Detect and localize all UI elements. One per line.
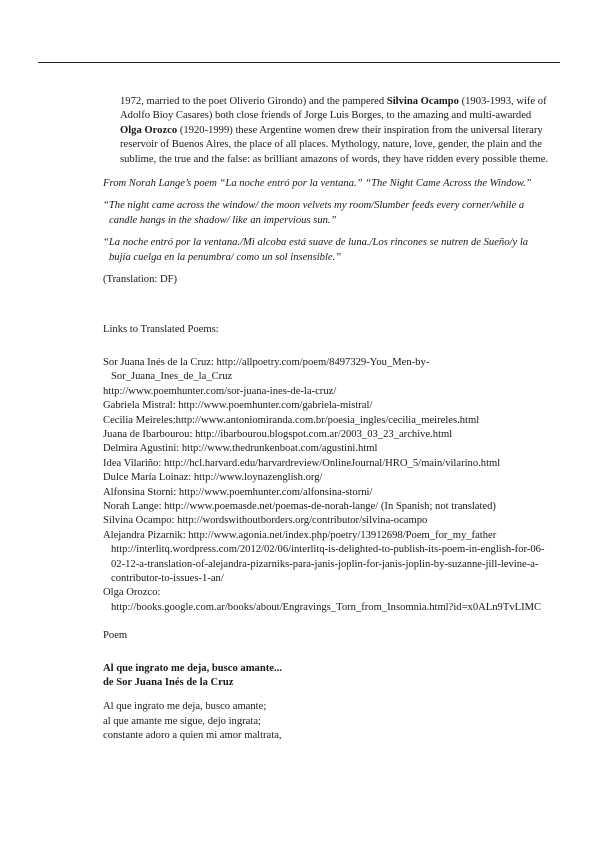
name-silvina-ocampo: Silvina Ocampo [386, 96, 459, 107]
intro-line: sublime, the true and the false: as brilliant amazons of words, they have ridden every possible theme. [120, 153, 549, 165]
intro-line: Olga Orozco (1920-1999) these Argentine women drew their inspiration from the universal literary [120, 124, 543, 136]
link-entry[interactable]: Olga Orozco: http://books.google.com.ar/books/about/Engravings_Torn_from_Insomnia.html?id=x0ALn9TvLIMC [103, 587, 542, 613]
name-olga-orozco: Olga Orozco [120, 124, 178, 136]
link-entry[interactable]: http://www.poemhunter.com/sor-juana-ines-de-la-cruz/ [103, 385, 337, 397]
link-entry[interactable]: Sor Juana Inés de la Cruz: http://allpoetry.com/poem/8497329-You_Men-by- Sor_Juana_Ines_de_la_Cruz [103, 356, 430, 383]
poem-body [103, 700, 543, 743]
link-entry[interactable]: Gabriela Mistral: http://www.poemhunter.com/gabriela-mistral/ [103, 400, 373, 412]
source-line: From Norah Lange’s poem “La noche entró por la ventana.” “The Night Came Across the Window.” [103, 178, 532, 190]
poem-line: constante adoro a quien mi amor maltrata, [103, 730, 282, 742]
header-rule [38, 62, 560, 63]
link-entry[interactable]: Delmira Agustini: http://www.thedrunkenboat.com/agustini.html [103, 443, 378, 455]
link-entry[interactable]: Dulce María Loinaz: http://www.loynazenglish.org/ [103, 472, 323, 484]
intro-line: reservoir of Buenos Aires, the place of all places. Mythology, nature, love, gender, the plain and the [120, 139, 542, 151]
quote-spanish: “La noche entró por la ventana./Mi alcoba está suave de luna./Los rincones se nutren de Sueño/y la bujía cuelga en la penumbra/ como un sol insensible.” [103, 237, 529, 263]
link-entry[interactable]: Norah Lange: http://www.poemasde.net/poemas-de-norah-lange/ (In Spanish; not translated) [103, 500, 496, 512]
poem-title: Al que ingrato me deja, busco amante... [103, 662, 282, 674]
poem-line: Al que ingrato me deja, busco amante; [103, 701, 267, 713]
translation-credit: (Translation: DF) [103, 274, 178, 286]
poem-label: Poem [103, 630, 128, 642]
links-heading: Links to Translated Poems: [103, 324, 219, 336]
intro-paragraph [120, 95, 549, 167]
poem-heading [103, 662, 543, 691]
link-entry[interactable]: Alejandra Pizarnik: http://www.agonia.net/index.php/poetry/13912698/Poem_for_my_father http://interlitq.wordpress.com/2012/02/06/interlitq-is-delighted-to-publish-its-poem-in-english-for-06- 02-12-a-translation-of-alejandra-pizarniks-para-janis-joplin-for-janis-joplin-by-suzanne-jill-levine-a- contributor-to-issues-1-an/ [103, 529, 545, 584]
quote-english: “The night came across the window/ the moon velvets my room/Slumber feeds every corner/while a candle hangs in the shadow/ like an impervious sun.” [103, 200, 525, 226]
link-entry[interactable]: Alfonsina Storni: http://www.poemhunter.com/alfonsina-storni/ [103, 486, 373, 498]
link-entry[interactable]: Idea Vilariño: http://hcl.harvard.edu/harvardreview/OnlineJournal/HRO_5/main/vilarino.html [103, 457, 501, 469]
link-entry[interactable]: Juana de Ibarbourou: http://ibarbourou.blogspot.com.ar/2003_03_23_archive.html [103, 428, 453, 440]
intro-line: Adolfo Bioy Casares) both close friends of Jorge Luis Borges, to the amazing and multi-awarded [120, 110, 532, 122]
document-body [103, 95, 549, 744]
link-entry[interactable]: Cecilia Meireles:http://www.antoniomiranda.com.br/poesia_ingles/cecilia_meireles.html [103, 414, 480, 426]
links-list [103, 356, 543, 615]
poem-author: de Sor Juana Inés de la Cruz [103, 677, 234, 688]
link-entry[interactable]: Silvina Ocampo: http://wordswithoutborders.org/contributor/silvina-ocampo [103, 515, 428, 527]
intro-line: 1972, married to the poet Oliverio Girondo) and the pampered Silvina Ocampo (1903-1993, wife of [120, 96, 547, 107]
poem-line: al que amante me sigue, dejo ingrata; [103, 715, 261, 727]
